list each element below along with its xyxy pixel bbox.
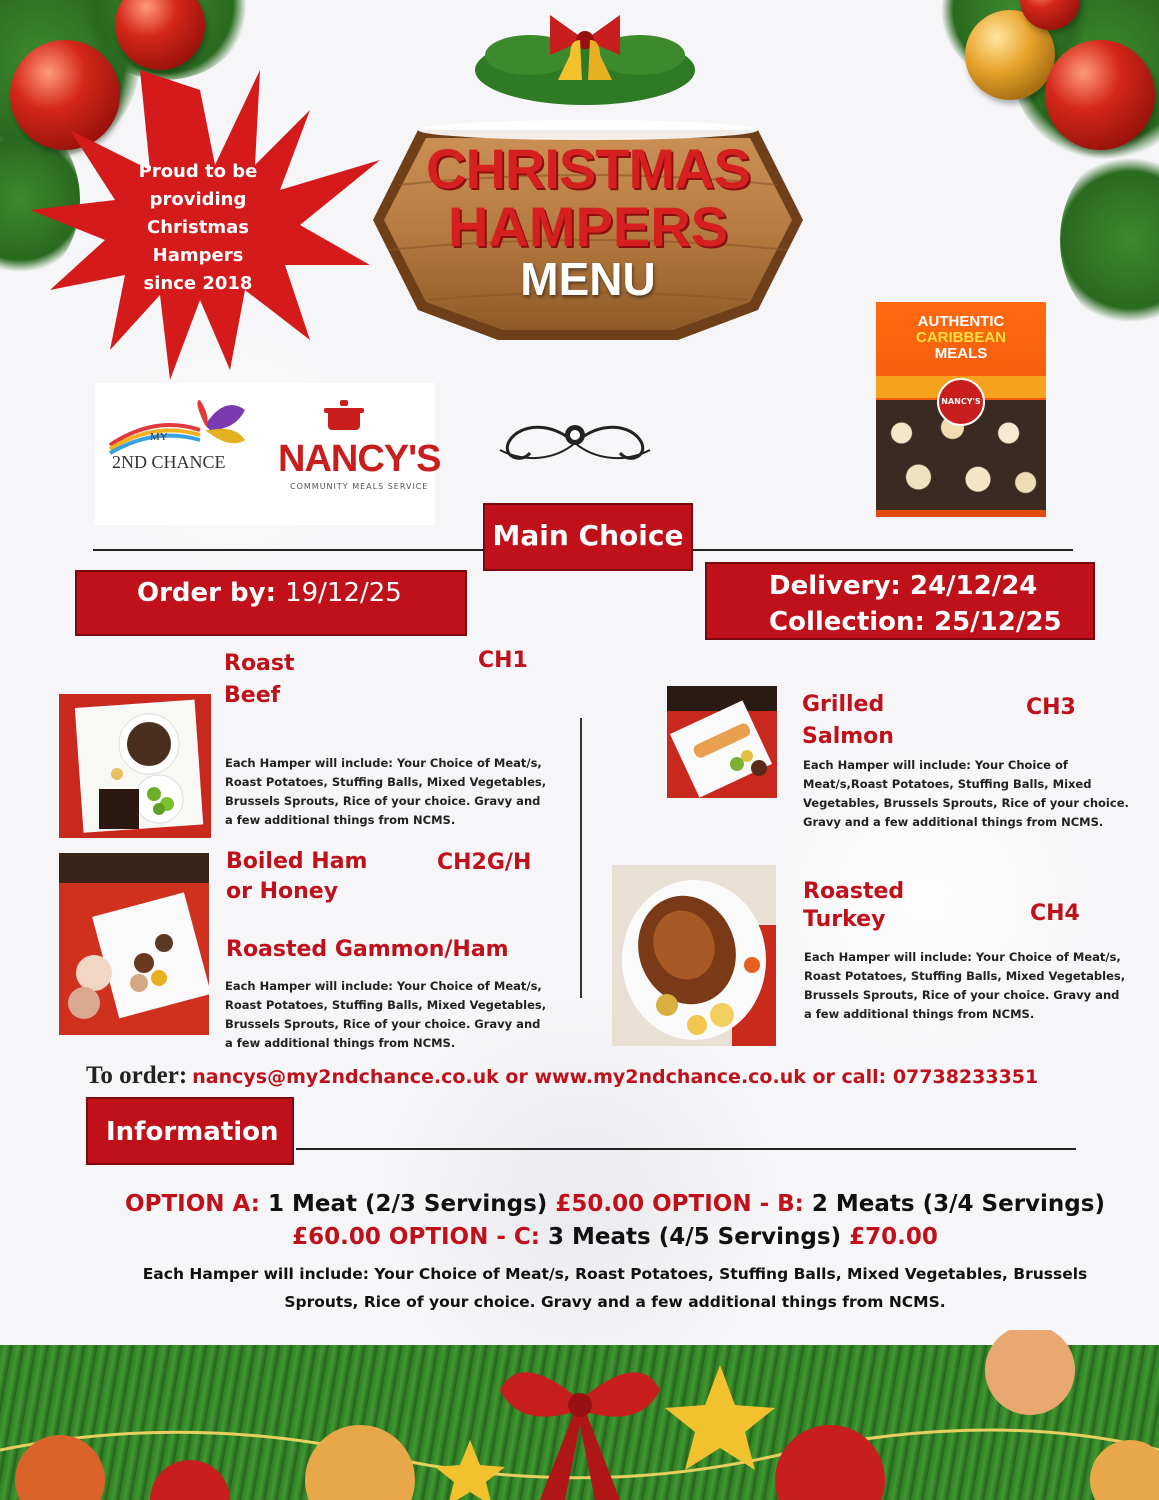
item-code-ch4: CH4	[1030, 901, 1080, 926]
starburst-line: Proud to be	[138, 161, 258, 182]
butterfly-logo-icon	[105, 395, 255, 455]
delivery-label: Delivery:	[769, 571, 901, 601]
desc-line: Vegetables, Brussels Sprouts, Rice of your choice.	[803, 796, 1129, 810]
desc-line: a few additional things from NCMS.	[225, 813, 456, 827]
title-christmas: CHRISTMAS	[426, 137, 750, 200]
item-name-grilled-salmon	[802, 689, 894, 753]
desc-line: Each Hamper will include: Your Choice of Meat/s,	[804, 950, 1121, 964]
desc-line: Roast Potatoes, Stuffing Balls, Mixed Vegetables,	[804, 969, 1126, 983]
title-menu: MENU	[520, 253, 656, 305]
my2ndchance-my: MY	[150, 431, 168, 443]
item-name-roasted-gammon: Roasted Gammon/Ham	[226, 937, 509, 962]
option-a-label: OPTION A:	[125, 1191, 260, 1217]
option-b-price: £60.00	[292, 1224, 381, 1250]
roast-beef-photo	[59, 694, 211, 838]
collection-label: Collection:	[769, 607, 925, 637]
poster-line: CARIBBEAN	[916, 329, 1006, 346]
nancys-logo-subtitle: COMMUNITY MEALS SERVICE	[290, 482, 429, 491]
cooking-pot-icon	[322, 396, 366, 436]
item-name-line: Salmon	[802, 724, 894, 749]
ham-photo	[59, 853, 209, 1035]
desc-line: Brussels Sprouts, Rice of your choice. Gravy and	[225, 794, 541, 808]
desc-line: Roast Potatoes, Stuffing Balls, Mixed Vegetables,	[225, 775, 547, 789]
desc-line: Each Hamper will include: Your Choice of Meat/s,	[225, 756, 542, 770]
option-a-price: £50.00	[555, 1191, 645, 1217]
to-order-line	[86, 1062, 1038, 1090]
item-name-roasted-turkey	[803, 878, 904, 934]
main-choice-heading: Main Choice	[483, 503, 693, 571]
poster-line: MEALS	[934, 345, 988, 362]
desc-line: Gravy and a few additional things from NCMS.	[803, 815, 1104, 829]
desc-line: a few additional things from NCMS.	[225, 1036, 456, 1050]
item-name-line: Beef	[224, 683, 281, 708]
item-code-ch1: CH1	[478, 648, 528, 673]
option-a-text: 1 Meat (2/3 Servings)	[267, 1191, 548, 1217]
option-c-price: £70.00	[849, 1224, 938, 1250]
to-order-label: To order:	[86, 1062, 188, 1089]
bottom-ornaments-icon	[0, 1330, 1159, 1500]
nancys-logo-text: NANCY'S	[278, 438, 441, 480]
ornamental-flourish-icon	[490, 415, 660, 470]
divider-line	[93, 549, 483, 551]
poster-line: AUTHENTIC	[917, 313, 1005, 330]
grilled-salmon-photo	[667, 686, 777, 798]
item-name-line: Roast	[224, 651, 295, 676]
starburst-line: since 2018	[143, 273, 253, 294]
title-hampers: HAMPERS	[447, 195, 729, 258]
column-divider	[580, 718, 582, 998]
starburst-line: Hampers	[152, 245, 244, 266]
desc-line: Each Hamper will include: Your Choice of	[803, 758, 1068, 772]
delivery-date: 24/12/24	[909, 571, 1038, 601]
option-c-label: OPTION - C:	[388, 1224, 541, 1250]
item-description	[225, 977, 546, 1053]
information-description	[100, 1260, 1130, 1316]
starburst-line: providing	[149, 189, 247, 210]
option-c-text: 3 Meats (4/5 Servings)	[548, 1224, 842, 1250]
desc-line: Each Hamper will include: Your Choice of Meat/s,	[225, 979, 542, 993]
roasted-turkey-photo	[612, 865, 776, 1046]
desc-line: Brussels Sprouts, Rice of your choice. Gravy and	[804, 988, 1120, 1002]
order-by-label: Order by:	[137, 578, 277, 608]
to-order-contact[interactable]: nancys@my2ndchance.co.uk or www.my2ndchance.co.uk or call: 07738233351	[192, 1066, 1039, 1088]
item-name-line: Roasted	[803, 879, 905, 904]
divider-line	[296, 1148, 1076, 1150]
bow-bells-icon	[470, 0, 700, 120]
option-b-text: 2 Meats (3/4 Servings)	[811, 1191, 1105, 1217]
hamper-options	[100, 1188, 1130, 1254]
bauble-icon	[1045, 40, 1155, 150]
poster-badge: NANCY'S	[937, 378, 985, 426]
option-b-label: OPTION - B:	[652, 1191, 804, 1217]
order-by-box	[75, 570, 467, 636]
info-desc-line: Sprouts, Rice of your choice. Gravy and a few additional things from NCMS.	[284, 1293, 946, 1311]
item-description	[225, 754, 546, 830]
item-name-line: Boiled Ham	[226, 849, 368, 874]
poster-title	[876, 314, 1046, 362]
divider-line	[693, 549, 1073, 551]
my2ndchance-logo-text: 2ND CHANCE	[112, 452, 226, 472]
item-name-boiled-ham	[226, 847, 367, 907]
desc-line: Roast Potatoes, Stuffing Balls, Mixed Vegetables,	[225, 998, 547, 1012]
collection-date: 25/12/25	[934, 607, 1062, 637]
item-description	[803, 756, 1129, 832]
item-name-roast-beef	[224, 648, 295, 712]
desc-line: Brussels Sprouts, Rice of your choice. Gravy and	[225, 1017, 541, 1031]
starburst-text	[118, 158, 278, 298]
starburst-line: Christmas	[146, 217, 249, 238]
item-code-ch3: CH3	[1026, 695, 1076, 720]
item-name-line: Grilled	[802, 692, 885, 717]
item-name-line: or Honey	[226, 879, 339, 904]
item-name-line: Turkey	[803, 907, 886, 932]
desc-line: a few additional things from NCMS.	[804, 1007, 1035, 1021]
info-desc-line: Each Hamper will include: Your Choice of Meat/s, Roast Potatoes, Stuffing Balls, Mixed Vegetables, Brussels	[142, 1265, 1088, 1283]
item-code-ch2gh: CH2G/H	[437, 850, 532, 875]
delivery-box	[705, 562, 1095, 640]
item-description	[804, 948, 1125, 1024]
desc-line: Meat/s,Roast Potatoes, Stuffing Balls, Mixed	[803, 777, 1092, 791]
information-heading: Information	[86, 1097, 294, 1165]
order-by-date: 19/12/25	[285, 578, 402, 608]
